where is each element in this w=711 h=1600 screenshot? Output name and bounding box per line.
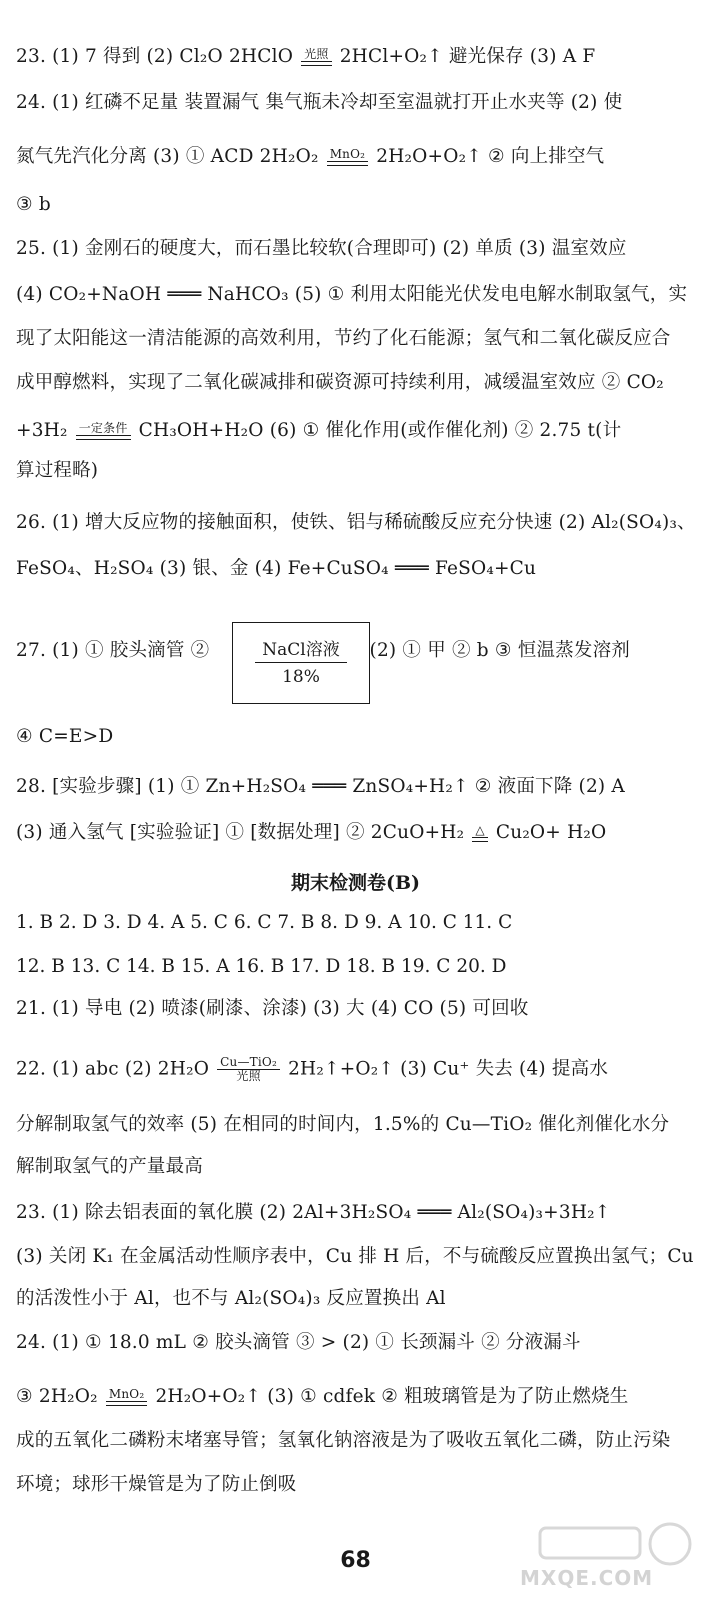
text-segment: 2HCl+O₂↑ 避光保存 (3) A F xyxy=(339,46,596,67)
condition-label: 光照 xyxy=(236,1069,261,1083)
answer-line: (4) CO₂+NaOH ═══ NaHCO₃ (5) ① 利用太阳能光伏发电电解水制取氢气，实 xyxy=(16,284,688,305)
text-segment: 23. (1) 7 得到 (2) Cl₂O 2HClO xyxy=(16,46,294,67)
label-box-divider xyxy=(255,662,347,663)
answer-line xyxy=(16,418,693,444)
answer-line: ④ C=E>D xyxy=(16,726,114,747)
answer-line-25: 25. (1) 金刚石的硬度大，而石墨比较软(合理即可) (2) 单质 (3) 温室效应 xyxy=(16,238,627,259)
answer-line xyxy=(16,1384,693,1410)
answer-line: 算过程略) xyxy=(16,460,99,481)
condition-label: Cu—TiO₂ xyxy=(217,1056,280,1070)
text-segment: ③ 2H₂O₂ xyxy=(16,1386,98,1407)
text-segment: (3) 通入氢气 [实验验证] ① [数据处理] ② 2CuO+H₂ xyxy=(16,822,465,843)
watermark-logo-icon xyxy=(520,1520,700,1570)
watermark-text: MXQE.COM xyxy=(520,1566,654,1590)
answer-line-24b: 24. (1) ① 18.0 mL ② 胶头滴管 ③ > (2) ① 长颈漏斗 ② 分液漏斗 xyxy=(16,1332,581,1353)
answer-line: 的活泼性小于 Al，也不与 Al₂(SO₄)₃ 反应置换出 Al xyxy=(16,1288,446,1309)
reaction-condition xyxy=(327,148,368,166)
multiple-choice-row-1: 1. B 2. D 3. D 4. A 5. C 6. C 7. B 8. D 9. A 10. C 11. C xyxy=(16,912,513,933)
answer-line-22 xyxy=(16,1056,693,1083)
text-segment: 2H₂↑+O₂↑ (3) Cu⁺ 失去 (4) 提高水 xyxy=(288,1058,609,1080)
answer-line: ③ b xyxy=(16,194,51,215)
text-segment: Cu₂O+ H₂O xyxy=(495,822,607,843)
page-number: 68 xyxy=(340,1548,371,1573)
answer-line: 成甲醇燃料，实现了二氧化碳减排和碳资源可持续利用，减缓温室效应 ② CO₂ xyxy=(16,372,664,393)
label-box-concentration: 18% xyxy=(282,667,320,687)
reaction-condition xyxy=(76,422,131,440)
label-box-solution: NaCl溶液 xyxy=(262,640,340,660)
answer-line-23b: 23. (1) 除去铝表面的氧化膜 (2) 2Al+3H₂SO₄ ═══ Al₂(SO₄)₃+3H₂↑ xyxy=(16,1202,611,1223)
answer-line: 环境；球形干燥管是为了防止倒吸 xyxy=(16,1474,297,1495)
answer-line: 解制取氢气的产量最高 xyxy=(16,1156,204,1177)
condition-label: MnO₂ xyxy=(106,1388,147,1402)
multiple-choice-row-2: 12. B 13. C 14. B 15. A 16. B 17. D 18. B 19. C 20. D xyxy=(16,956,507,977)
site-watermark xyxy=(520,1520,700,1592)
answer-line-26: 26. (1) 增大反应物的接触面积，使铁、铝与稀硫酸反应充分快速 (2) Al₂(SO₄)₃、 xyxy=(16,512,696,533)
answer-line: 现了太阳能这一清洁能源的高效利用，节约了化石能源；氢气和二氧化碳反应合 xyxy=(16,328,671,349)
condition-label: MnO₂ xyxy=(327,148,368,162)
text-segment: CH₃OH+H₂O (6) ① 催化作用(或作催化剂) ② 2.75 t(计 xyxy=(138,420,622,441)
answer-line: 分解制取氢气的效率 (5) 在相同的时间内，1.5%的 Cu—TiO₂ 催化剂催化水分 xyxy=(16,1114,670,1135)
reaction-condition xyxy=(472,824,487,842)
text-segment: (2) ① 甲 ② b ③ 恒温蒸发溶剂 xyxy=(369,640,630,661)
section-heading: 期末检测卷(B) xyxy=(290,872,421,894)
text-segment: 2H₂O+O₂↑ (3) ① cdfek ② 粗玻璃管是为了防止燃烧生 xyxy=(155,1386,629,1407)
reagent-label-box xyxy=(232,622,370,704)
condition-label: 一定条件 xyxy=(76,422,131,436)
text-segment: 22. (1) abc (2) 2H₂O xyxy=(16,1058,210,1080)
text-segment: 27. (1) ① 胶头滴管 ② xyxy=(16,640,210,661)
text-segment: 2H₂O+O₂↑ ② 向上排空气 xyxy=(376,146,605,167)
reaction-condition xyxy=(301,48,331,66)
text-segment: 氮气先汽化分离 (3) ① ACD 2H₂O₂ xyxy=(16,146,319,167)
answer-line: FeSO₄、H₂SO₄ (3) 银、金 (4) Fe+CuSO₄ ═══ FeSO₄+Cu xyxy=(16,558,537,579)
reaction-condition xyxy=(217,1056,280,1083)
answer-line: (3) 关闭 K₁ 在金属活动性顺序表中，Cu 排 H 后，不与硫酸反应置换出氢气；Cu xyxy=(16,1246,694,1267)
answer-line-24: 24. (1) 红磷不足量 装置漏气 集气瓶未冷却至室温就打开止水夹等 (2) 使 xyxy=(16,92,623,113)
answer-line xyxy=(16,820,693,846)
answer-line-24-cont xyxy=(16,144,693,170)
reaction-condition xyxy=(106,1388,147,1406)
answer-line-23 xyxy=(16,44,693,70)
answer-line-28: 28. [实验步骤] (1) ① Zn+H₂SO₄ ═══ ZnSO₄+H₂↑ ② 液面下降 (2) A xyxy=(16,776,625,797)
text-segment: +3H₂ xyxy=(16,420,68,441)
condition-label: △ xyxy=(472,824,487,838)
condition-label: 光照 xyxy=(301,48,331,62)
answer-line: 成的五氧化二磷粉末堵塞导管；氢氧化钠溶液是为了吸收五氧化二磷，防止污染 xyxy=(16,1430,671,1451)
answer-line-21: 21. (1) 导电 (2) 喷漆(刷漆、涂漆) (3) 大 (4) CO (5) 可回收 xyxy=(16,998,529,1019)
